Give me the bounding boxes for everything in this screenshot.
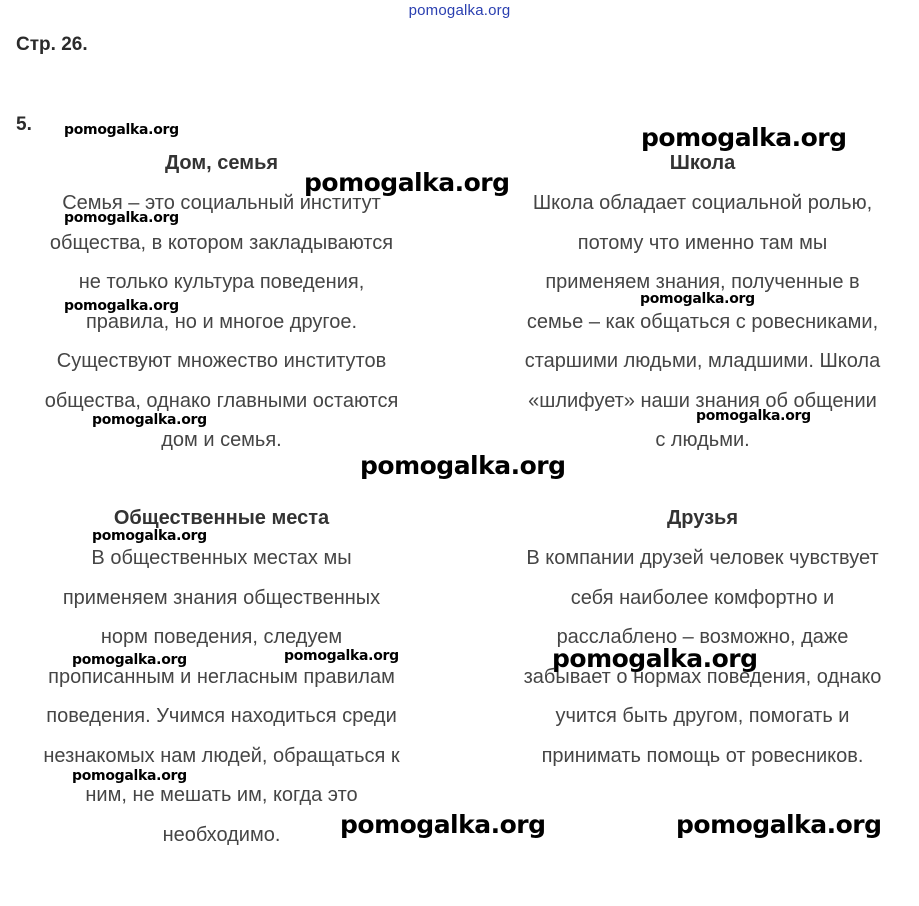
watermark: pomogalka.org [640,291,755,307]
text-block-friends [490,498,915,775]
watermark: pomogalka.org [360,451,566,480]
watermark: pomogalka.org [92,528,207,544]
watermark: pomogalka.org [696,408,811,424]
block-line: семье – как общаться с ровесниками, [526,310,879,333]
block-title: Школа [669,152,736,174]
block-line: потому что именно там мы [577,231,828,254]
block-title: Дом, семья [164,152,279,174]
block-line: «шлифует» наши знания об общении [528,389,877,412]
block-line: не только культура поведения, [78,271,365,293]
block-line: забывает о нормах поведения, однако [523,665,882,688]
block-line: себя наиболее комфортно и [570,586,835,609]
block-line: В компании друзей человек чувствует [526,547,879,569]
block-line: с людьми. [655,429,750,451]
watermark: pomogalka.org [552,644,758,673]
block-line: ним, не мешать им, когда это [85,784,358,806]
text-block-public-places [10,498,433,854]
block-line: дом и семья. [161,429,282,451]
block-line: общества, однако главными остаются [44,389,399,412]
block-line: правила, но и многое другое. [85,310,358,333]
block-title: Общественные места [113,507,330,529]
block-line: прописанным и негласным правилам [48,665,395,688]
site-header-link[interactable]: pomogalka.org [408,2,511,19]
watermark: pomogalka.org [64,210,179,226]
block-line: расслаблено – возможно, даже [556,626,849,648]
task-number: 5. [16,114,32,135]
block-line: норм поведения, следуем [100,626,343,648]
watermark: pomogalka.org [284,648,399,664]
block-line: общества, в котором закладываются [49,231,394,254]
block-line: В общественных местах мы [91,547,352,569]
block-line: Школа обладает социальной ролью, [532,192,873,214]
block-title: Друзья [667,507,738,529]
block-line: старшими людьми, младшими. Школа [524,350,881,372]
block-line: незнакомых нам людей, обращаться к [43,744,400,767]
watermark: pomogalka.org [304,168,510,197]
block-line: Семья – это социальный институт [62,192,381,214]
block-line: применяем знания, полученные в [545,271,860,293]
watermark: pomogalka.org [64,298,179,314]
watermark: pomogalka.org [340,810,546,839]
watermark: pomogalka.org [72,768,187,784]
watermark: pomogalka.org [92,412,207,428]
block-line: принимать помощь от ровесников. [541,744,864,767]
watermark: pomogalka.org [641,123,847,152]
block-line: необходимо. [162,823,281,846]
page-reference: Стр. 26. [16,34,88,55]
block-line: поведения. Учимся находиться среди [46,705,397,727]
watermark: pomogalka.org [72,652,187,668]
block-line: Существуют множество институтов [56,350,387,372]
block-line: применяем знания общественных [62,586,381,609]
block-line: учится быть другом, помогать и [555,705,850,727]
watermark: pomogalka.org [64,122,179,138]
watermark: pomogalka.org [676,810,882,839]
